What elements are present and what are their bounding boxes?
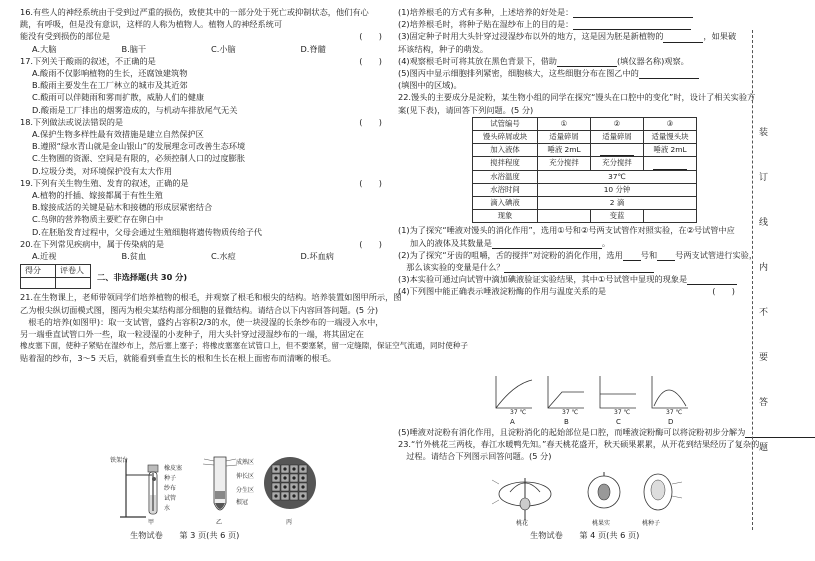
option-c[interactable]: C.小脑 bbox=[211, 43, 236, 54]
table-cell: 充分搅拌 bbox=[538, 157, 591, 170]
score-cell[interactable] bbox=[21, 278, 56, 289]
q16-line-1: 16.有些人的神经系统由于受到过严重的损伤，致使其中的一部分处于死亡或抑制状态，他们有心 bbox=[20, 7, 369, 17]
question-21 bbox=[20, 291, 469, 364]
q22-line-1: 22.馒头的主要成分是淀粉，某生物小组的同学在探究“馒头在口腔中的变化”时，设计了相关实验方 bbox=[398, 92, 756, 103]
margin-char: 内 bbox=[759, 263, 769, 273]
table-cell: 水浴温度 bbox=[473, 170, 538, 183]
question-20 bbox=[20, 238, 390, 262]
figure-peach-flower bbox=[490, 470, 560, 526]
table-cell: 唾液 2mL bbox=[538, 144, 591, 157]
q16-line-2: 跳，有呼吸，但是没有意识，这样的人称为植物人。植物人的神经系统可 bbox=[20, 19, 283, 30]
table-cell: 适量碎屑 bbox=[538, 131, 591, 144]
binding-margin bbox=[752, 30, 773, 530]
table-cell: 加入液体 bbox=[473, 144, 538, 157]
peach-seed-drawing bbox=[636, 470, 686, 516]
table-row bbox=[473, 144, 697, 157]
q21-line-4: 另一端垂直试管口外一些，取一粒浸湿的小麦种子，用大头针穿过浸湿纱布的一端，将其固定在 bbox=[20, 329, 364, 340]
grader-cell[interactable] bbox=[56, 278, 91, 289]
option-c[interactable]: C.水痘 bbox=[211, 251, 236, 262]
table-cell: ② bbox=[591, 117, 644, 130]
peach-fruit-drawing bbox=[584, 470, 624, 516]
footer-page: 第 4 页(共 6 页) bbox=[579, 530, 640, 540]
table-row bbox=[473, 210, 697, 223]
caption-peach-flower: 桃花 bbox=[516, 520, 529, 527]
table-cell: 水浴时间 bbox=[473, 183, 538, 196]
table-blank-cell[interactable] bbox=[644, 157, 697, 170]
right-lower-text bbox=[398, 426, 760, 463]
figure-peach-seed bbox=[636, 470, 686, 526]
section-title: 二、非选择题(共 30 分) bbox=[97, 271, 188, 282]
label-gauze: 纱布 bbox=[164, 485, 177, 492]
label-zone-1: 成熟区 bbox=[236, 459, 255, 466]
q22-line-2: 案(见下表)，请回答下列问题。(5 分) bbox=[398, 104, 534, 115]
question-17 bbox=[20, 55, 390, 116]
figure-jia-apparatus bbox=[112, 455, 192, 525]
q22-sub-4: (4)下列图中能正确表示唾液淀粉酶的作用与温度关系的是 bbox=[398, 286, 607, 297]
right-page bbox=[398, 6, 758, 298]
table-cell: 试管编号 bbox=[473, 117, 538, 130]
answer-blank[interactable] bbox=[573, 8, 693, 18]
table-cell: 馒头碎屑或块 bbox=[473, 131, 538, 144]
q22-sub-2b: 号和 bbox=[640, 249, 658, 260]
answer-blank[interactable] bbox=[639, 69, 699, 79]
figure-yi-root-tip bbox=[200, 455, 260, 525]
q22-sub-3: (3)本实验可通过向试管中滴加碘液验证实验结果，其中①号试管中显现的现象是 bbox=[398, 274, 688, 285]
q22-sub-2d: 那么该实验的变量是什么？ bbox=[398, 262, 505, 273]
option-a[interactable]: A.酸雨不仅影响植物的生长，还腐蚀建筑物 bbox=[32, 68, 188, 79]
label-iron-stand: 铁架台 bbox=[110, 457, 129, 464]
question-19 bbox=[20, 177, 390, 238]
q22-sub-1b: 加入的液体及其数量是 bbox=[410, 237, 492, 248]
option-d[interactable]: D.在胚胎发育过程中，父母会通过生殖细胞将遗传物质传给子代 bbox=[32, 226, 262, 237]
figure-bing-cells bbox=[262, 455, 322, 525]
table-cell: ① bbox=[538, 117, 591, 130]
answer-blank[interactable] bbox=[663, 33, 703, 43]
answer-blank[interactable] bbox=[573, 20, 691, 30]
footer-page: 第 3 页(共 6 页) bbox=[179, 530, 240, 540]
graph-x-b: 37 ℃ bbox=[562, 409, 579, 416]
q21-sub-5: (5)图丙中显示细胞排列紧密，细胞核大，这些细胞分布在图乙中的 bbox=[398, 68, 639, 79]
q20-options bbox=[20, 250, 390, 262]
q16-line-3: 能没有受到损伤的部位是 bbox=[20, 31, 111, 42]
experiment-table bbox=[472, 117, 697, 224]
q21-line-5: 橡皮塞下面，使种子紧贴在湿纱布上，然后塞上塞子；将橡皮塞塞在试管口上，但不要塞紧，留一定缝隙，保证空气流通，同时使种子 bbox=[20, 341, 469, 351]
table-cell: 充分搅拌 bbox=[591, 157, 644, 170]
q21-sub-1: (1)培养根毛的方式有多种，上述培养的好处是： bbox=[398, 7, 574, 17]
option-a[interactable]: A.大脑 bbox=[32, 43, 57, 54]
footer-subject: 生物试卷 bbox=[130, 530, 163, 540]
option-d[interactable]: D.脊髓 bbox=[300, 43, 326, 54]
caption-yi: 乙 bbox=[216, 519, 223, 526]
option-b[interactable]: B.遵照“绿水青山就是金山银山”的发展理念可改善生态环境 bbox=[32, 141, 246, 152]
caption-bing: 丙 bbox=[286, 519, 293, 526]
score-label: 得分 bbox=[21, 265, 56, 278]
answer-blank[interactable] bbox=[504, 263, 654, 273]
label-zone-4: 根冠 bbox=[236, 499, 249, 506]
table-cell: 10 分钟 bbox=[538, 183, 697, 196]
answer-blank[interactable] bbox=[492, 239, 602, 249]
q23-line-1: 23.“竹外桃花三两枝，春江水暖鸭先知。”春天桃花盛开，秋天硕果累累，从开花到结果经历了复杂的 bbox=[398, 439, 760, 450]
q21-sub-3c: 坏该结构，种子的萌发。 bbox=[398, 43, 489, 54]
option-b[interactable]: B.贫血 bbox=[121, 251, 147, 262]
table-row bbox=[473, 183, 697, 196]
table-cell: 唾液 2mL bbox=[644, 144, 697, 157]
table-row bbox=[473, 117, 697, 130]
q21-line-1: 21.在生物课上，老师带领同学们培养植物的根毛，并观察了根毛和根尖的结构。培养装置如图甲所示，图 bbox=[20, 292, 402, 303]
score-box bbox=[20, 264, 91, 289]
section-header bbox=[20, 264, 390, 289]
answer-blank[interactable] bbox=[687, 275, 737, 285]
figure-peach-fruit bbox=[584, 470, 624, 526]
question-16 bbox=[20, 6, 390, 55]
table-cell: 变蓝 bbox=[591, 210, 644, 223]
option-b[interactable]: B.脑干 bbox=[121, 43, 147, 54]
answer-parentheses[interactable]: ( ) bbox=[359, 177, 382, 188]
label-zone-2: 伸长区 bbox=[236, 473, 255, 480]
option-c[interactable]: C.酸雨可以伴随雨和雾而扩散，威胁人们的健康 bbox=[32, 92, 205, 103]
margin-char: 不 bbox=[759, 308, 769, 318]
table-cell bbox=[644, 210, 697, 223]
question-22 bbox=[398, 91, 758, 297]
right-footer bbox=[530, 530, 639, 541]
label-zone-3: 分生区 bbox=[236, 487, 255, 494]
caption-jia: 甲 bbox=[148, 519, 155, 526]
graph-label-d[interactable]: D bbox=[668, 418, 674, 426]
q21-sub-2: (2)培养根毛时，将种子贴在湿纱布上的目的是： bbox=[398, 19, 574, 30]
table-row bbox=[473, 170, 697, 183]
margin-char: 要 bbox=[759, 353, 769, 363]
caption-peach-fruit: 桃果实 bbox=[592, 520, 611, 527]
answer-blank[interactable] bbox=[623, 251, 641, 261]
q17-stem: 17.下列关于酸雨的叙述，不正确的是 bbox=[20, 55, 156, 66]
table-cell: 现象 bbox=[473, 210, 538, 223]
peach-flower-drawing bbox=[490, 470, 560, 520]
option-b[interactable]: B.酸雨主要发生在工厂林立的城市及其近郊 bbox=[32, 80, 188, 91]
graph-x-d: 37 ℃ bbox=[666, 409, 683, 416]
margin-char: 订 bbox=[759, 173, 769, 183]
table-cell: 搅拌程度 bbox=[473, 157, 538, 170]
left-footer bbox=[130, 530, 239, 541]
q21-sub-3: (3)固定种子时用大头针穿过浸湿纱布以外的地方，这是因为胚是新植物的 bbox=[398, 31, 664, 42]
table-blank-cell[interactable] bbox=[591, 144, 644, 157]
q21-sub-5c: (填图中的区域)。 bbox=[398, 80, 462, 91]
table-cell: 适量馒头块 bbox=[644, 131, 697, 144]
option-c[interactable]: C.生物圈的资源、空间是有限的，必须控制人口的过度膨胀 bbox=[32, 153, 246, 164]
option-a[interactable]: A.近视 bbox=[32, 251, 57, 262]
table-cell: 37℃ bbox=[538, 170, 697, 183]
q22-sub-2: (2)为了探究“牙齿的咀嚼，舌的搅拌”对淀粉的消化作用，选用 bbox=[398, 249, 623, 260]
q21-sub-4: (4)观察根毛时可将其放在黑色背景下，借助 bbox=[398, 55, 557, 66]
graph-label-b[interactable]: B bbox=[564, 418, 569, 426]
answer-parentheses[interactable]: ( ) bbox=[712, 286, 735, 297]
answer-parentheses[interactable]: ( ) bbox=[359, 55, 382, 66]
option-d[interactable]: D.酸雨是工厂排出的烟雾造成的，与机动车排放尾气无关 bbox=[32, 104, 238, 115]
q23-line-2: 过程。请结合下列图示回答问题。(5 分) bbox=[398, 451, 552, 462]
footer-subject: 生物试卷 bbox=[530, 530, 563, 540]
q19-stem: 19.下列有关生物生殖、发育的叙述，正确的是 bbox=[20, 177, 189, 188]
margin-char: 答 bbox=[759, 398, 769, 408]
answer-parentheses[interactable]: ( ) bbox=[359, 116, 382, 127]
q21-sub-3b: ，如果破 bbox=[703, 31, 737, 42]
answer-parentheses[interactable]: ( ) bbox=[359, 238, 382, 249]
root-tip-drawing bbox=[200, 455, 240, 519]
table-cell: 滴入碘液 bbox=[473, 197, 538, 210]
grader-label: 评卷人 bbox=[56, 265, 91, 278]
option-d[interactable]: D.垃圾分类，对环境保护没有太大作用 bbox=[32, 165, 172, 176]
table-cell: 适量碎屑 bbox=[591, 131, 644, 144]
table-cell: ③ bbox=[644, 117, 697, 130]
option-a[interactable]: A.保护生物多样性最有效措施是建立自然保护区 bbox=[32, 129, 204, 140]
q22-sub-1: (1)为了探究“唾液对馒头的消化作用”，选用①号和②号两支试管作对照实验，在②号试管中应 bbox=[398, 225, 735, 236]
graph-label-c[interactable]: C bbox=[616, 418, 621, 426]
cells-drawing bbox=[262, 455, 318, 515]
margin-char: 线 bbox=[759, 218, 769, 228]
q21-line-6: 贴着湿的纱布，3～5 天后，就能看到垂直生长的根和生长在根上面密布而清晰的根毛。 bbox=[20, 353, 336, 364]
graph-x-a: 37 ℃ bbox=[510, 409, 527, 416]
q21-line-2: 乙为根尖纵切面模式图，图丙为根尖某结构部分细胞的显微结构。请结合以下内容回答问题。(5 分) bbox=[20, 304, 379, 315]
q20-stem: 20.在下列常见疾病中，属于传染病的是 bbox=[20, 238, 165, 249]
option-d[interactable]: D.坏血病 bbox=[300, 251, 334, 262]
answer-blank[interactable] bbox=[557, 57, 617, 67]
q22-sub-2c: 号两支试管进行实验， bbox=[675, 249, 758, 260]
table-row bbox=[473, 131, 697, 144]
answer-parentheses[interactable]: ( ) bbox=[359, 31, 382, 42]
option-a[interactable]: A.植物的扦插、嫁接都属于有性生殖 bbox=[32, 190, 163, 201]
label-water: 水 bbox=[164, 505, 171, 512]
question-18 bbox=[20, 116, 390, 177]
q21-sub-4b: (填仪器名称)观察。 bbox=[616, 55, 689, 66]
margin-char: 题 bbox=[759, 443, 769, 453]
q21-line-3: 根毛的培养(如图甲)：取一支试管，盛约占容积2/3的水，使一块浸湿的长条纱布的一端浸入水中， bbox=[20, 316, 384, 327]
question-21-subquestions bbox=[398, 6, 743, 91]
label-seed: 种子 bbox=[164, 475, 177, 482]
q22-sub-1c: 。 bbox=[601, 237, 611, 248]
label-test-tube: 试管 bbox=[164, 495, 177, 502]
enzyme-graphs bbox=[488, 374, 698, 418]
table-cell: 2 滴 bbox=[538, 197, 697, 210]
margin-char: 装 bbox=[759, 128, 769, 138]
graph-x-c: 37 ℃ bbox=[614, 409, 631, 416]
label-rubber-stopper: 橡皮塞 bbox=[164, 465, 183, 472]
q22-sub-5: (5)唾液对淀粉有消化作用，且淀粉消化的起始部位是口腔，而唾液淀粉酶可以将淀粉初步分解为 bbox=[398, 427, 746, 437]
table-row bbox=[473, 197, 697, 210]
q16-options bbox=[20, 43, 390, 55]
q18-stem: 18.下列做法或说法错误的是 bbox=[20, 116, 124, 127]
table-cell bbox=[538, 210, 591, 223]
graph-label-a[interactable]: A bbox=[510, 418, 515, 426]
option-c[interactable]: C.鸟卵的营养物质主要贮存在卵白中 bbox=[32, 214, 164, 225]
answer-blank[interactable] bbox=[657, 251, 675, 261]
caption-peach-seed: 桃种子 bbox=[642, 520, 661, 527]
option-b[interactable]: B.嫁接成活的关键是砧木和接穗的形成层紧密结合 bbox=[32, 202, 213, 213]
table-row bbox=[473, 157, 697, 170]
